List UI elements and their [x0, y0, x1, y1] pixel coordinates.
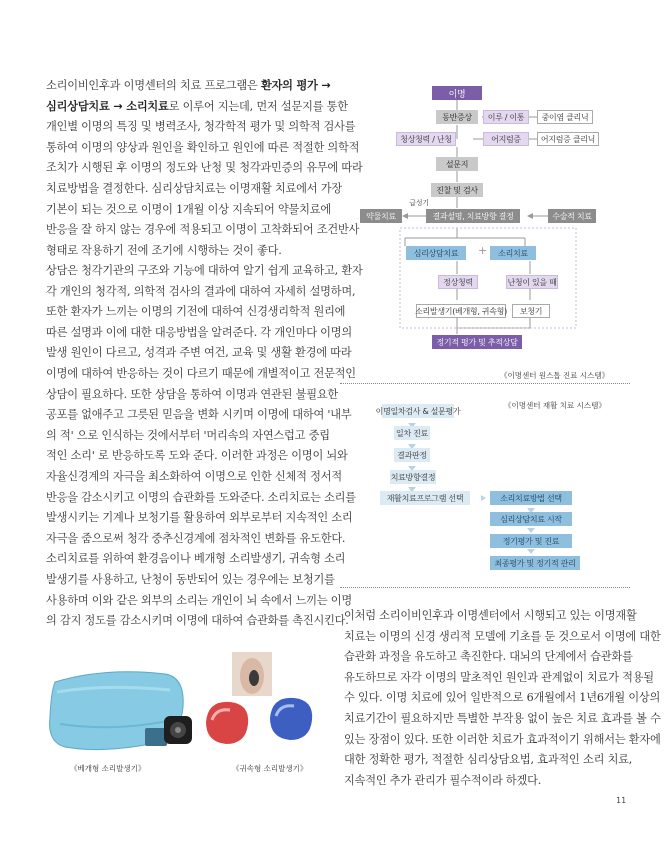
text-line: 상담은 청각기관의 구조와 기능에 대하여 알기 쉽게 교육하고, 환자: [46, 264, 363, 277]
counseling-node: 심리상담치료: [406, 246, 466, 260]
rehab-sound-method: 소리치료방법 선택: [490, 491, 572, 505]
text-line: 또한 환자가 느끼는 이명의 기전에 대하여 신경생리학적 원리에: [46, 305, 346, 319]
counseling-paragraph: [46, 261, 363, 632]
rehab-counseling-start: 심리상담치료 시작: [490, 512, 572, 526]
surgery-node: 수술적 치료: [548, 209, 596, 223]
text-line: 습관화 과정을 유도하고 촉진한다. 대뇌의 단계에서 습관화를: [344, 650, 633, 664]
text-line: 대한 정확한 평가, 적절한 심리상담요법, 효과적인 소리 치료,: [344, 753, 633, 767]
text-line: 있는 장점이 있다. 또한 이러한 치료가 효과적이기 위해서는 환자에: [344, 732, 661, 746]
text-line: 소리이비인후과 이명센터의 치료 프로그램은 환자의 평가 →: [46, 79, 331, 92]
text-line: 통하여 이명의 양상과 원인을 확인하고 원인에 따른 적절한 의학적: [46, 140, 360, 154]
text-line: 반응을 잘 하지 않는 경우에 적용되고 이명이 고착화되어 조건반사: [46, 223, 360, 237]
normal-hearing-node: 정상청력: [438, 275, 478, 289]
text-line: 치료기간이 필요하지만 특별한 부작용 없이 높은 치료 효과를 볼 수: [344, 711, 661, 725]
ear-discharge-node: 이루 / 이통: [483, 110, 529, 124]
text-line: 발생시키는 기계나 보청기를 활용하여 외부로부터 지속적인 소리: [46, 511, 353, 525]
hearing-aid-node: 보청기: [512, 304, 550, 318]
text-line: 치료는 이명의 신경 생리적 모델에 기초를 둔 것으로서 이명에 대한: [344, 629, 661, 643]
text-line: 의 적' 으로 인식하는 것에서부터 '머리속의 자연스럽고 중립: [46, 428, 330, 442]
rehab-step-3: 결과판정: [394, 448, 430, 462]
with-hearing-loss-node: 난청이 있을 때: [506, 275, 558, 289]
divider-bottom: [340, 587, 630, 588]
text-line: 적인 소리' 로 반응하도록 도와 준다. 이러한 과정은 이명이 뇌와: [46, 449, 348, 463]
ear-sound-generator-image: [198, 652, 338, 752]
text-line: 자극을 줌으로써 청각 중추신경계에 점차적인 변화를 유도한다.: [46, 531, 346, 545]
drug-treatment-node: 약물치료: [360, 209, 402, 223]
text-line: 사용하며 이와 같은 외부의 소리는 개인이 뇌 속에서 느끼는 이명: [46, 593, 352, 607]
intro-paragraph: [46, 76, 363, 261]
acute-label: 급성기: [409, 199, 429, 207]
text-line: 자율신경계의 자극을 최소화하여 이명으로 인한 신체적 정서적: [46, 469, 342, 483]
flowchart2-connectors: [340, 392, 630, 582]
text-line: 형태로 작용하기 전에 조기에 시행하는 것이 좋다.: [46, 243, 282, 257]
text-line: 상담이 필요하다. 또한 상담을 통하여 이명과 연관된 불필요한: [46, 387, 339, 401]
flowchart2-caption: 《이명센터 재활 치료 시스템》: [504, 401, 606, 410]
rehab-step-2: 일차 진료: [394, 426, 430, 440]
svg-text:+: +: [478, 244, 488, 257]
text-line: 이처럼 소리이비인후과 이명센터에서 시행되고 있는 이명재활: [344, 609, 637, 622]
text-line: 치료방법을 결정한다. 심리상담치료는 이명재활 치료에서 가장: [46, 181, 342, 195]
ear-caption: 《귀속형 소리발생기》: [232, 764, 308, 773]
text-line: 유도하므로 자각 이명의 말초적인 원인과 관계없이 치료가 적용될: [344, 670, 654, 684]
text-line: 의 감지 정도를 감소시키며 이명에 대하여 습관화를 촉진시킨다.: [46, 614, 349, 628]
text-line: 조치가 시행된 후 이명의 정도와 난청 및 청각과민증의 유무에 따라: [46, 161, 363, 175]
page-number: 11: [616, 796, 627, 805]
followup-node: 정기적 평가 및 추적상담: [432, 335, 522, 349]
sound-therapy-node: 소리치료: [490, 246, 536, 260]
sound-generator-device-image: [160, 712, 196, 748]
otitis-clinic-node: 중이염 클리닉: [537, 110, 593, 124]
dizziness-clinic-node: 어지럼증 클리닉: [537, 132, 599, 146]
questionnaire-node: 설문지: [436, 157, 478, 171]
text-line: 지속적인 추가 관리가 필수적이라 하겠다.: [344, 773, 542, 787]
exam-node: 진찰 및 검사: [431, 183, 483, 197]
text-line: 반응을 감소시키고 이명의 습관화를 도와준다. 소리치료는 소리를: [46, 490, 356, 504]
flowchart1-caption: 《이명센터 원스톱 진료 시스템》: [500, 371, 610, 380]
text-line: 각 개인의 청각적, 의학적 검사의 결과에 대하여 자세히 설명하며,: [46, 284, 356, 298]
accompanying-symptoms-node: 동반증상: [436, 110, 478, 124]
divider-top: [340, 383, 630, 384]
text-line: 소리치료를 위하여 환경음이나 베개형 소리발생기, 귀속형 소리: [46, 552, 346, 566]
text-line: 기본이 되는 것으로 이명이 1개월 이상 지속되어 약물치료에: [46, 202, 331, 216]
text-line: 이명에 대하여 반응하는 것이 다르기 때문에 개별적이고 전문적인: [46, 366, 356, 380]
rehab-step-1: 이명일차검사 & 설문평가: [382, 404, 454, 418]
text-line: 발생기를 사용하고, 난청이 동반되어 있는 경우에는 보청기를: [46, 572, 335, 586]
one-stop-flowchart: [340, 80, 630, 380]
rehab-regular-eval: 정기평가 및 진료: [490, 534, 572, 548]
rehab-step-5: 재활치료프로그램 선택: [380, 491, 470, 505]
tinnitus-node: 이명: [432, 86, 482, 100]
text-line: 공포를 없애주고 그릇된 믿음을 변화 시키며 이명에 대하여 '내부: [46, 408, 352, 422]
decision-node: 결과설명, 치료방향 결정: [426, 209, 520, 223]
dizziness-node: 어지럼증: [483, 132, 529, 146]
text-line: 개인별 이명의 특징 및 병력조사, 청각학적 평가 및 의학적 검사를: [46, 120, 356, 134]
hearing-loss-node: 청상청력 / 난청: [396, 132, 456, 146]
text-line: 수 있다. 이명 치료에 있어 일반적으로 6개월에서 1년6개월 이상의: [344, 691, 661, 705]
text-line: 심리상담치료 → 소리치료로 이루어 지는데, 먼저 설문지를 통한: [46, 99, 348, 113]
sound-generator-node: 소리발생기(베개형, 귀속형): [416, 304, 506, 318]
text-line: 따른 설명과 이에 대한 대응방법을 알려준다. 각 개인마다 이명의: [46, 325, 352, 339]
text-line: 발생 원인이 다르고, 성격과 주변 여건, 교육 및 생활 환경에 따라: [46, 346, 352, 360]
summary-paragraph: [344, 606, 661, 791]
pillow-caption: 《베개형 소리발생기》: [70, 764, 146, 773]
rehab-final-eval: 최종평가 및 정기적 관리: [490, 556, 580, 570]
rehab-flowchart: [340, 392, 630, 582]
rehab-step-4: 치료방향결정: [390, 470, 436, 484]
